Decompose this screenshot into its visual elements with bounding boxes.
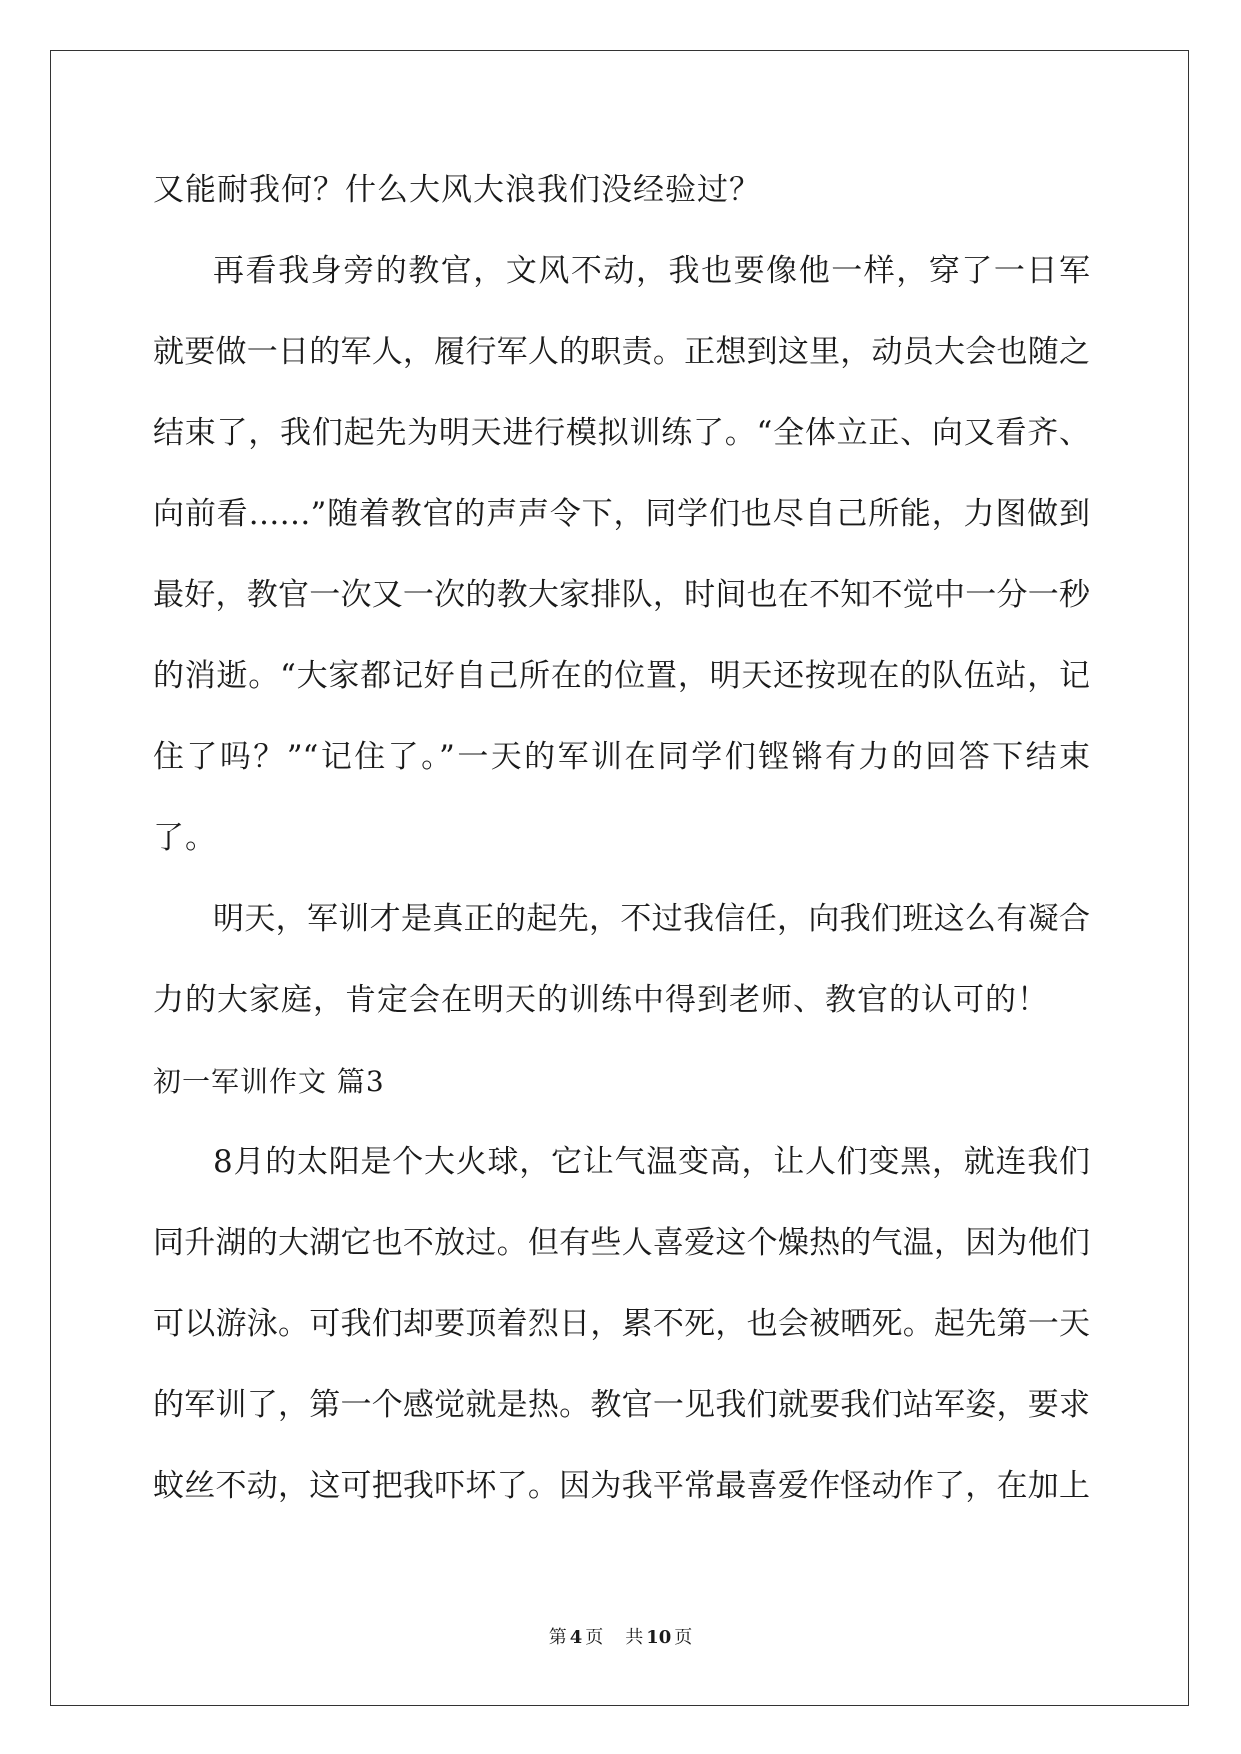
- body-text-line: 了。: [153, 820, 217, 856]
- body-text-line: 的消逝。“大家都记好自己所在的位置，明天还按现在的队伍站，记: [153, 658, 1090, 694]
- body-text-line: 力的大家庭，肯定会在明天的训练中得到老师、教官的认可的！: [153, 982, 1049, 1018]
- body-text-line: 就要做一日的军人，履行军人的职责。正想到这里，动员大会也随之: [153, 334, 1090, 370]
- document-body: [153, 150, 1090, 1527]
- total-pages-number: 10: [646, 1627, 672, 1648]
- page-number-suffix: 页: [585, 1627, 604, 1648]
- section-heading: 初一军训作文 篇3: [153, 1065, 385, 1098]
- body-text-line: 又能耐我何？什么大风大浪我们没经验过？: [153, 172, 761, 208]
- body-text-line: 向前看……”随着教官的声声令下，同学们也尽自己所能，力图做到: [153, 496, 1090, 532]
- body-text-line: 同升湖的大湖它也不放过。但有些人喜爱这个燥热的气温，因为他们: [153, 1225, 1090, 1261]
- paragraph-first-line: 明天，军训才是真正的起先，不过我信任，向我们班这么有凝合: [213, 901, 1090, 937]
- page-footer: [0, 1624, 1241, 1652]
- page-number-prefix: 第: [548, 1627, 567, 1648]
- body-text-line: 最好，教官一次又一次的教大家排队，时间也在不知不觉中一分一秒: [153, 577, 1090, 613]
- total-pages-suffix: 页: [674, 1627, 693, 1648]
- paragraph-first-line: 再看我身旁的教官，文风不动，我也要像他一样，穿了一日军: [213, 253, 1090, 289]
- paragraph-first-line: 8月的太阳是个大火球，它让气温变高，让人们变黑，就连我们: [213, 1144, 1090, 1180]
- body-text-line: 可以游泳。可我们却要顶着烈日，累不死，也会被晒死。起先第一天: [153, 1306, 1090, 1342]
- body-text-line: 蚊丝不动，这可把我吓坏了。因为我平常最喜爱作怪动作了，在加上: [153, 1468, 1090, 1504]
- body-text-line: 的军训了，第一个感觉就是热。教官一见我们就要我们站军姿，要求: [153, 1387, 1090, 1423]
- body-text-line: 结束了，我们起先为明天进行模拟训练了。“全体立正、向又看齐、: [153, 415, 1090, 451]
- body-text-line: 住了吗？”“记住了。”一天的军训在同学们铿锵有力的回答下结束: [153, 739, 1090, 775]
- total-pages-prefix: 共: [625, 1627, 644, 1648]
- current-page-number: 4: [569, 1627, 583, 1648]
